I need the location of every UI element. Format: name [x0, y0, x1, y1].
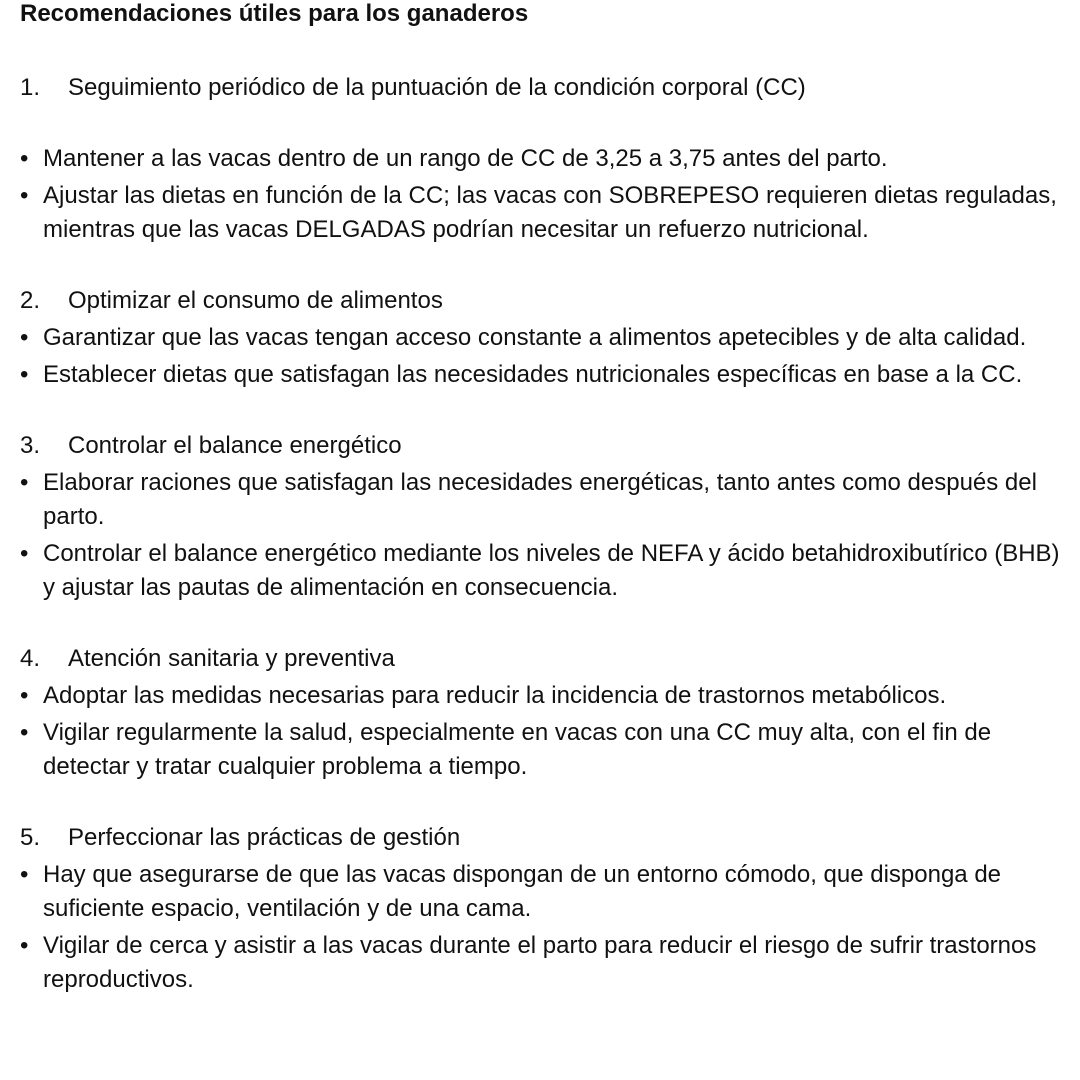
list-item-text: Garantizar que las vacas tengan acceso constante a alimentos apetecibles y de alta calidad.	[43, 324, 1027, 351]
list-item-text: Ajustar las dietas en función de la CC; las vacas con SOBREPESO requieren dietas reguladas, mientras que las vacas DELGADAS podrían necesitar un refuerzo nutricional.	[43, 182, 1057, 243]
section-2	[20, 284, 1060, 392]
list-item	[20, 537, 1060, 605]
bullet-list	[20, 142, 1060, 247]
section-heading	[20, 71, 1060, 105]
document-title: Recomendaciones útiles para los ganaderos	[20, 0, 529, 27]
bullet-icon: •	[20, 469, 29, 496]
bullet-icon: •	[20, 719, 29, 746]
section-3	[20, 429, 1060, 605]
section-heading	[20, 284, 1060, 318]
bullet-icon: •	[20, 361, 29, 388]
bullet-icon: •	[20, 861, 29, 888]
bullet-list	[20, 321, 1060, 392]
section-number: 3.	[20, 432, 41, 459]
section-heading-text: Atención sanitaria y preventiva	[68, 645, 395, 672]
bullet-icon: •	[20, 182, 29, 209]
list-item-text: Vigilar de cerca y asistir a las vacas durante el parto para reducir el riesgo de sufrir trastornos reproductivos.	[43, 932, 1037, 993]
bullet-icon: •	[20, 324, 29, 351]
list-item	[20, 858, 1060, 926]
section-heading-text: Perfeccionar las prácticas de gestión	[68, 824, 461, 851]
list-item	[20, 142, 1060, 176]
sections-list	[20, 71, 1060, 1034]
section-number: 2.	[20, 287, 41, 314]
bullet-icon: •	[20, 932, 29, 959]
list-item-text: Controlar el balance energético mediante los niveles de NEFA y ácido betahidroxibutírico (BHB) y ajustar las pautas de alimentación en consecuencia.	[43, 540, 1060, 601]
list-item	[20, 358, 1060, 392]
section-heading-text: Optimizar el consumo de alimentos	[68, 287, 443, 314]
section-heading	[20, 821, 1060, 855]
list-item	[20, 179, 1060, 247]
list-item-text: Mantener a las vacas dentro de un rango de CC de 3,25 a 3,75 antes del parto.	[43, 145, 888, 172]
list-item	[20, 679, 1060, 713]
bullet-list	[20, 466, 1060, 605]
list-item	[20, 466, 1060, 534]
list-item-text: Hay que asegurarse de que las vacas dispongan de un entorno cómodo, que disponga de suficiente espacio, ventilación y de una cama.	[43, 861, 1002, 922]
bullet-icon: •	[20, 540, 29, 567]
section-heading-text: Seguimiento periódico de la puntuación de la condición corporal (CC)	[68, 74, 806, 101]
section-4	[20, 642, 1060, 784]
list-item-text: Vigilar regularmente la salud, especialmente en vacas con una CC muy alta, con el fin de detectar y tratar cualquier problema a tiempo.	[43, 719, 992, 780]
section-heading	[20, 642, 1060, 676]
section-number: 4.	[20, 645, 41, 672]
section-number: 1.	[20, 74, 41, 101]
bullet-icon: •	[20, 682, 29, 709]
list-item	[20, 929, 1060, 997]
list-item-text: Establecer dietas que satisfagan las necesidades nutricionales específicas en base a la CC.	[43, 361, 1023, 388]
list-item	[20, 716, 1060, 784]
bullet-list	[20, 679, 1060, 784]
section-number: 5.	[20, 824, 41, 851]
list-item	[20, 321, 1060, 355]
section-heading	[20, 429, 1060, 463]
section-heading-text: Controlar el balance energético	[68, 432, 402, 459]
bullet-list	[20, 858, 1060, 997]
list-item-text: Elaborar raciones que satisfagan las necesidades energéticas, tanto antes como después del parto.	[43, 469, 1037, 530]
section-5	[20, 821, 1060, 997]
list-item-text: Adoptar las medidas necesarias para reducir la incidencia de trastornos metabólicos.	[43, 682, 947, 709]
bullet-icon: •	[20, 145, 29, 172]
section-1	[20, 71, 1060, 247]
